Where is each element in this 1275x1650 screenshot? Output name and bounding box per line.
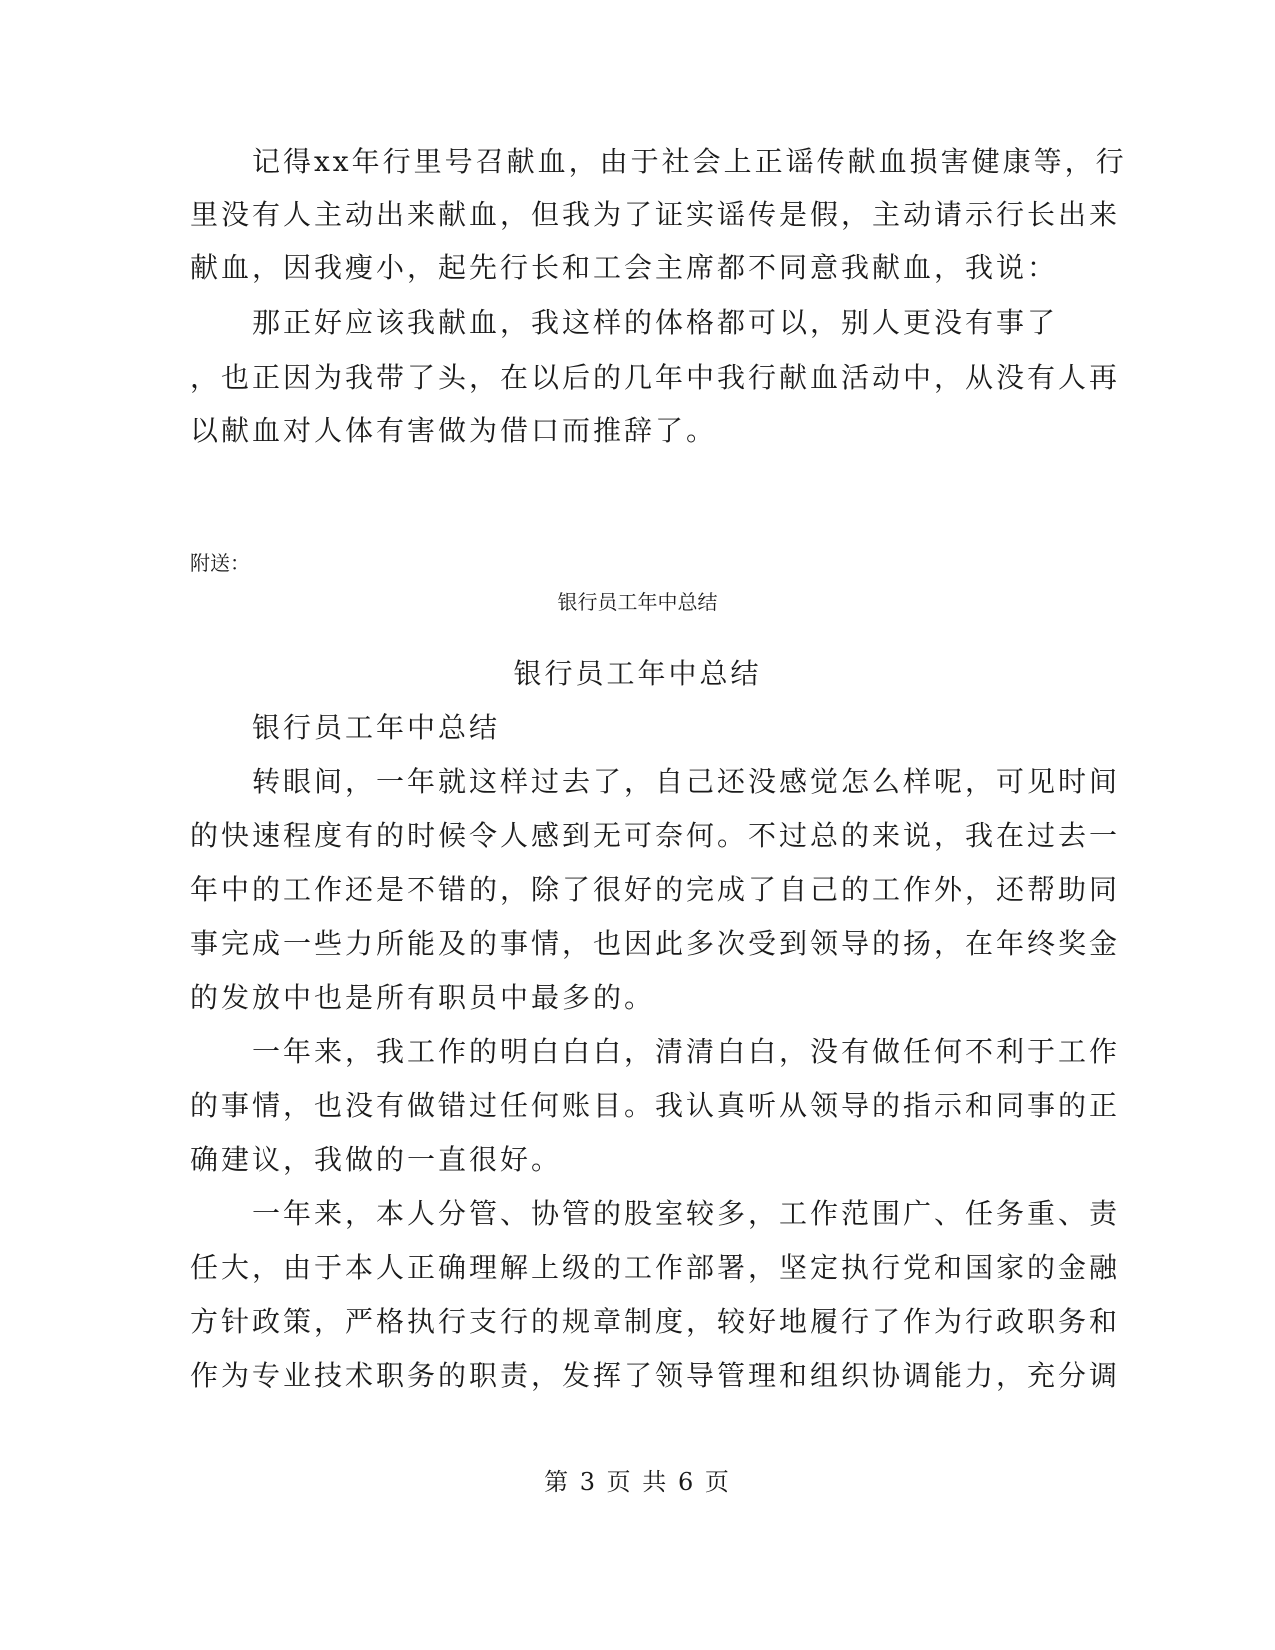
paragraph-line: 年中的工作还是不错的，除了很好的完成了自己的工作外，还帮助同 <box>190 873 1121 906</box>
paragraph-line: 一年来，本人分管、协管的股室较多，工作范围广、任务重、责 <box>252 1197 1121 1230</box>
paragraph-line: 记得xx年行里号召献血，由于社会上正谣传献血损害健康等，行 <box>252 145 1127 178</box>
paragraph-line: 一年来，我工作的明白白白，清清白白，没有做任何不利于工作 <box>252 1035 1121 1068</box>
paragraph-line: 方针政策，严格执行支行的规章制度，较好地履行了作为行政职务和 <box>190 1305 1121 1338</box>
paragraph-line: 事完成一些力所能及的事情，也因此多次受到领导的扬，在年终奖金 <box>190 927 1121 960</box>
paragraph-line: 作为专业技术职务的职责，发挥了领导管理和组织协调能力，充分调 <box>190 1359 1121 1392</box>
page-footer: 第 3 页 共 6 页 <box>544 1468 731 1496</box>
paragraph-line: 以献血对人体有害做为借口而推辞了。 <box>190 414 718 447</box>
paragraph-line: 确建议，我做的一直很好。 <box>190 1143 563 1176</box>
subtitle: 银行员工年中总结 <box>252 711 501 744</box>
small-title: 银行员工年中总结 <box>557 590 718 614</box>
paragraph-line: 转眼间，一年就这样过去了，自己还没感觉怎么样呢，可见时间 <box>252 765 1121 798</box>
paragraph-line: 里没有人主动出来献血，但我为了证实谣传是假，主动请示行长出来 <box>190 198 1121 231</box>
paragraph-line: 的发放中也是所有职员中最多的。 <box>190 981 656 1014</box>
paragraph-line: 的快速程度有的时候令人感到无可奈何。不过总的来说，我在过去一 <box>190 819 1121 852</box>
paragraph-line: 那正好应该我献血，我这样的体格都可以，别人更没有事了 <box>252 306 1059 339</box>
paragraph-line: ，也正因为我带了头，在以后的几年中我行献血活动中，从没有人再 <box>190 361 1121 394</box>
page-title: 银行员工年中总结 <box>513 657 762 690</box>
paragraph-line: 任大，由于本人正确理解上级的工作部署，坚定执行党和国家的金融 <box>190 1251 1121 1284</box>
paragraph-line: 献血，因我瘦小，起先行长和工会主席都不同意我献血，我说： <box>190 251 1059 284</box>
attachment-label: 附送： <box>190 551 250 575</box>
paragraph-line: 的事情，也没有做错过任何账目。我认真听从领导的指示和同事的正 <box>190 1089 1121 1122</box>
